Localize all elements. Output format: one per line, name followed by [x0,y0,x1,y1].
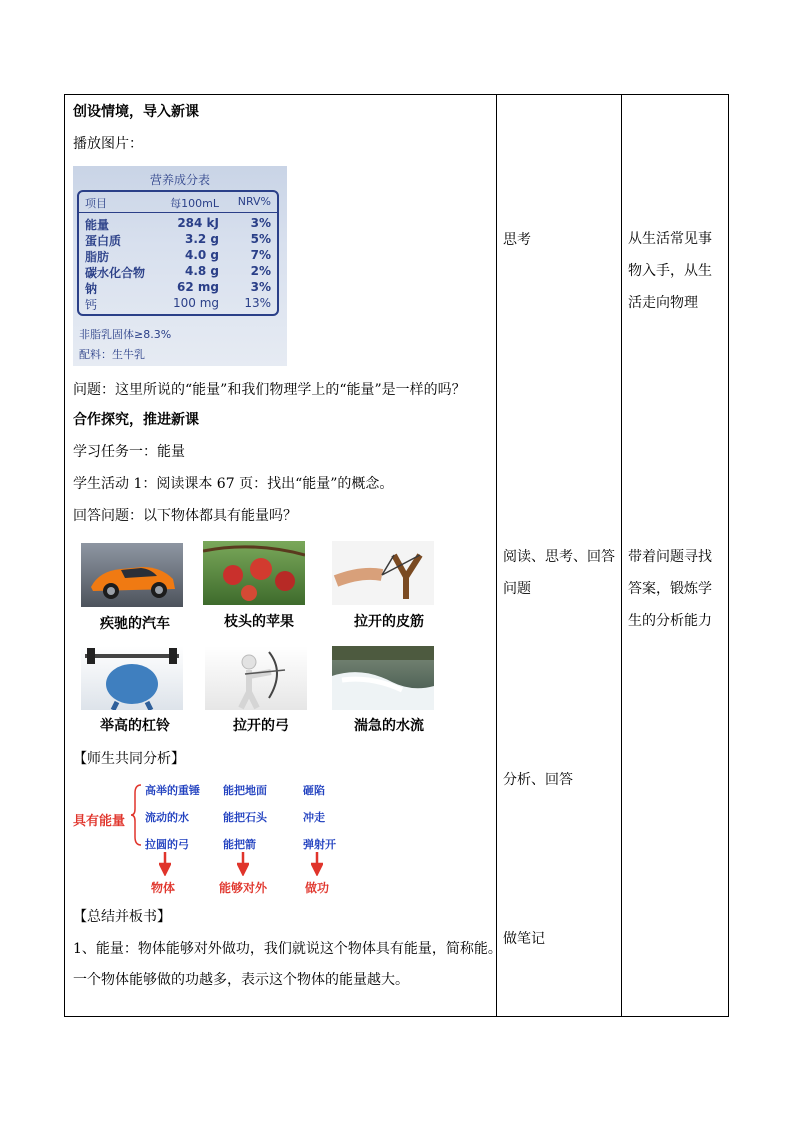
row-nrv: 3% [250,216,271,230]
row-nrv: 2% [250,264,271,278]
analysis-bottom-able: 能够对外 [219,881,268,895]
row-amount: 4.0 g [184,248,219,262]
row-item: 脂肪 [85,250,110,264]
play-images-label: 播放图片： [73,136,143,152]
analysis-result: 弹射开 [303,838,336,851]
barbell-icon [81,646,183,710]
row-item: 能量 [85,218,110,232]
nutrition-footer-solids: 非脂乳固体≥8.3% [79,328,172,341]
column-divider [621,95,622,1016]
student-notes: 做笔记 [503,931,545,947]
down-arrow-icon [159,852,171,876]
intro-heading: 创设情境，导入新课 [73,104,199,120]
row-nrv: 7% [250,248,271,262]
row-item: 蛋白质 [85,234,122,248]
row-nrv: 5% [250,232,271,246]
nutrition-row [79,280,277,296]
header-amount: 每100mL [170,197,219,210]
student-analyze: 分析、回答 [503,772,573,788]
row-amount: 3.2 g [184,232,219,246]
student-think: 思考 [503,232,531,248]
task-heading: 学习任务一：能量 [73,444,185,460]
analysis-result: 冲走 [303,811,325,824]
header-item: 项目 [85,197,107,210]
explore-heading: 合作探究，推进新课 [73,412,199,428]
analysis-bottom-work: 做功 [305,881,330,895]
apple-icon [203,541,305,605]
down-arrow-icon [311,852,323,876]
nutrition-row [79,216,277,232]
activity-text: 学生活动 1：阅读课本 67 页：找出“能量”的概念。 [73,476,394,492]
nutrition-header [79,192,277,213]
column-divider [496,95,497,1016]
answer-question-text: 回答问题：以下物体都具有能量吗？ [73,508,297,524]
nutrition-row [79,296,277,312]
header-nrv: NRV% [237,195,271,208]
caption-slingshot: 拉开的皮筋 [354,614,424,630]
purpose-life: 从生活常见事物入手，从生活走向物理 [628,231,712,311]
nutrition-footer-ingredients: 配料：生牛乳 [79,348,145,361]
caption-waterfall: 湍急的水流 [354,718,424,734]
row-amount: 100 mg [172,296,219,310]
row-item: 碳水化合物 [85,266,146,280]
summary-heading: 【总结并板书】 [73,909,171,925]
nutrition-label-image [73,166,287,366]
nutrition-row [79,248,277,264]
row-amount: 4.8 g [184,264,219,278]
row-item: 钠 [85,282,98,296]
question-text: 问题：这里所说的“能量”和我们物理学上的“能量”是一样的吗？ [73,382,466,398]
analysis-action: 能把箭 [223,838,256,851]
analysis-result: 砸陷 [303,784,325,797]
waterfall-icon [332,646,434,710]
row-amount: 62 mg [177,280,219,294]
nutrition-title: 营养成分表 [149,173,210,187]
caption-car: 疾驰的汽车 [100,616,170,632]
down-arrow-icon [237,852,249,876]
row-nrv: 13% [244,296,271,310]
nutrition-row [79,264,277,280]
nutrition-row [79,232,277,248]
row-item: 钙 [85,298,98,312]
car-icon [81,543,183,607]
analysis-bottom-object: 物体 [151,881,176,895]
bow-icon [205,646,307,710]
purpose-analysis: 带着问题寻找答案，锻炼学生的分析能力 [628,549,712,629]
slingshot-icon [332,541,434,605]
caption-barbell: 举高的杠铃 [100,718,170,734]
analysis-subject: 流动的水 [145,811,189,824]
analysis-root: 具有能量 [73,814,126,829]
row-nrv: 3% [250,280,271,294]
analysis-action: 能把石头 [223,811,267,824]
analysis-subject: 高举的重锤 [145,784,200,797]
brace-icon [131,783,143,847]
analysis-action: 能把地面 [223,784,267,797]
caption-bow: 拉开的弓 [233,718,289,734]
row-amount: 284 kJ [177,216,219,230]
analysis-subject: 拉圆的弓 [145,838,189,851]
lesson-table [64,94,729,1017]
summary-line-1: 1、能量：物体能够对外做功，我们就说这个物体具有能量，简称能。 [73,941,502,957]
student-read: 阅读、思考、回答问题 [503,549,615,597]
analysis-heading: 【师生共同分析】 [73,751,185,767]
summary-line-2: 一个物体能够做的功越多，表示这个物体的能量越大。 [73,972,409,988]
nutrition-table [77,190,279,316]
caption-apple: 枝头的苹果 [224,614,294,630]
